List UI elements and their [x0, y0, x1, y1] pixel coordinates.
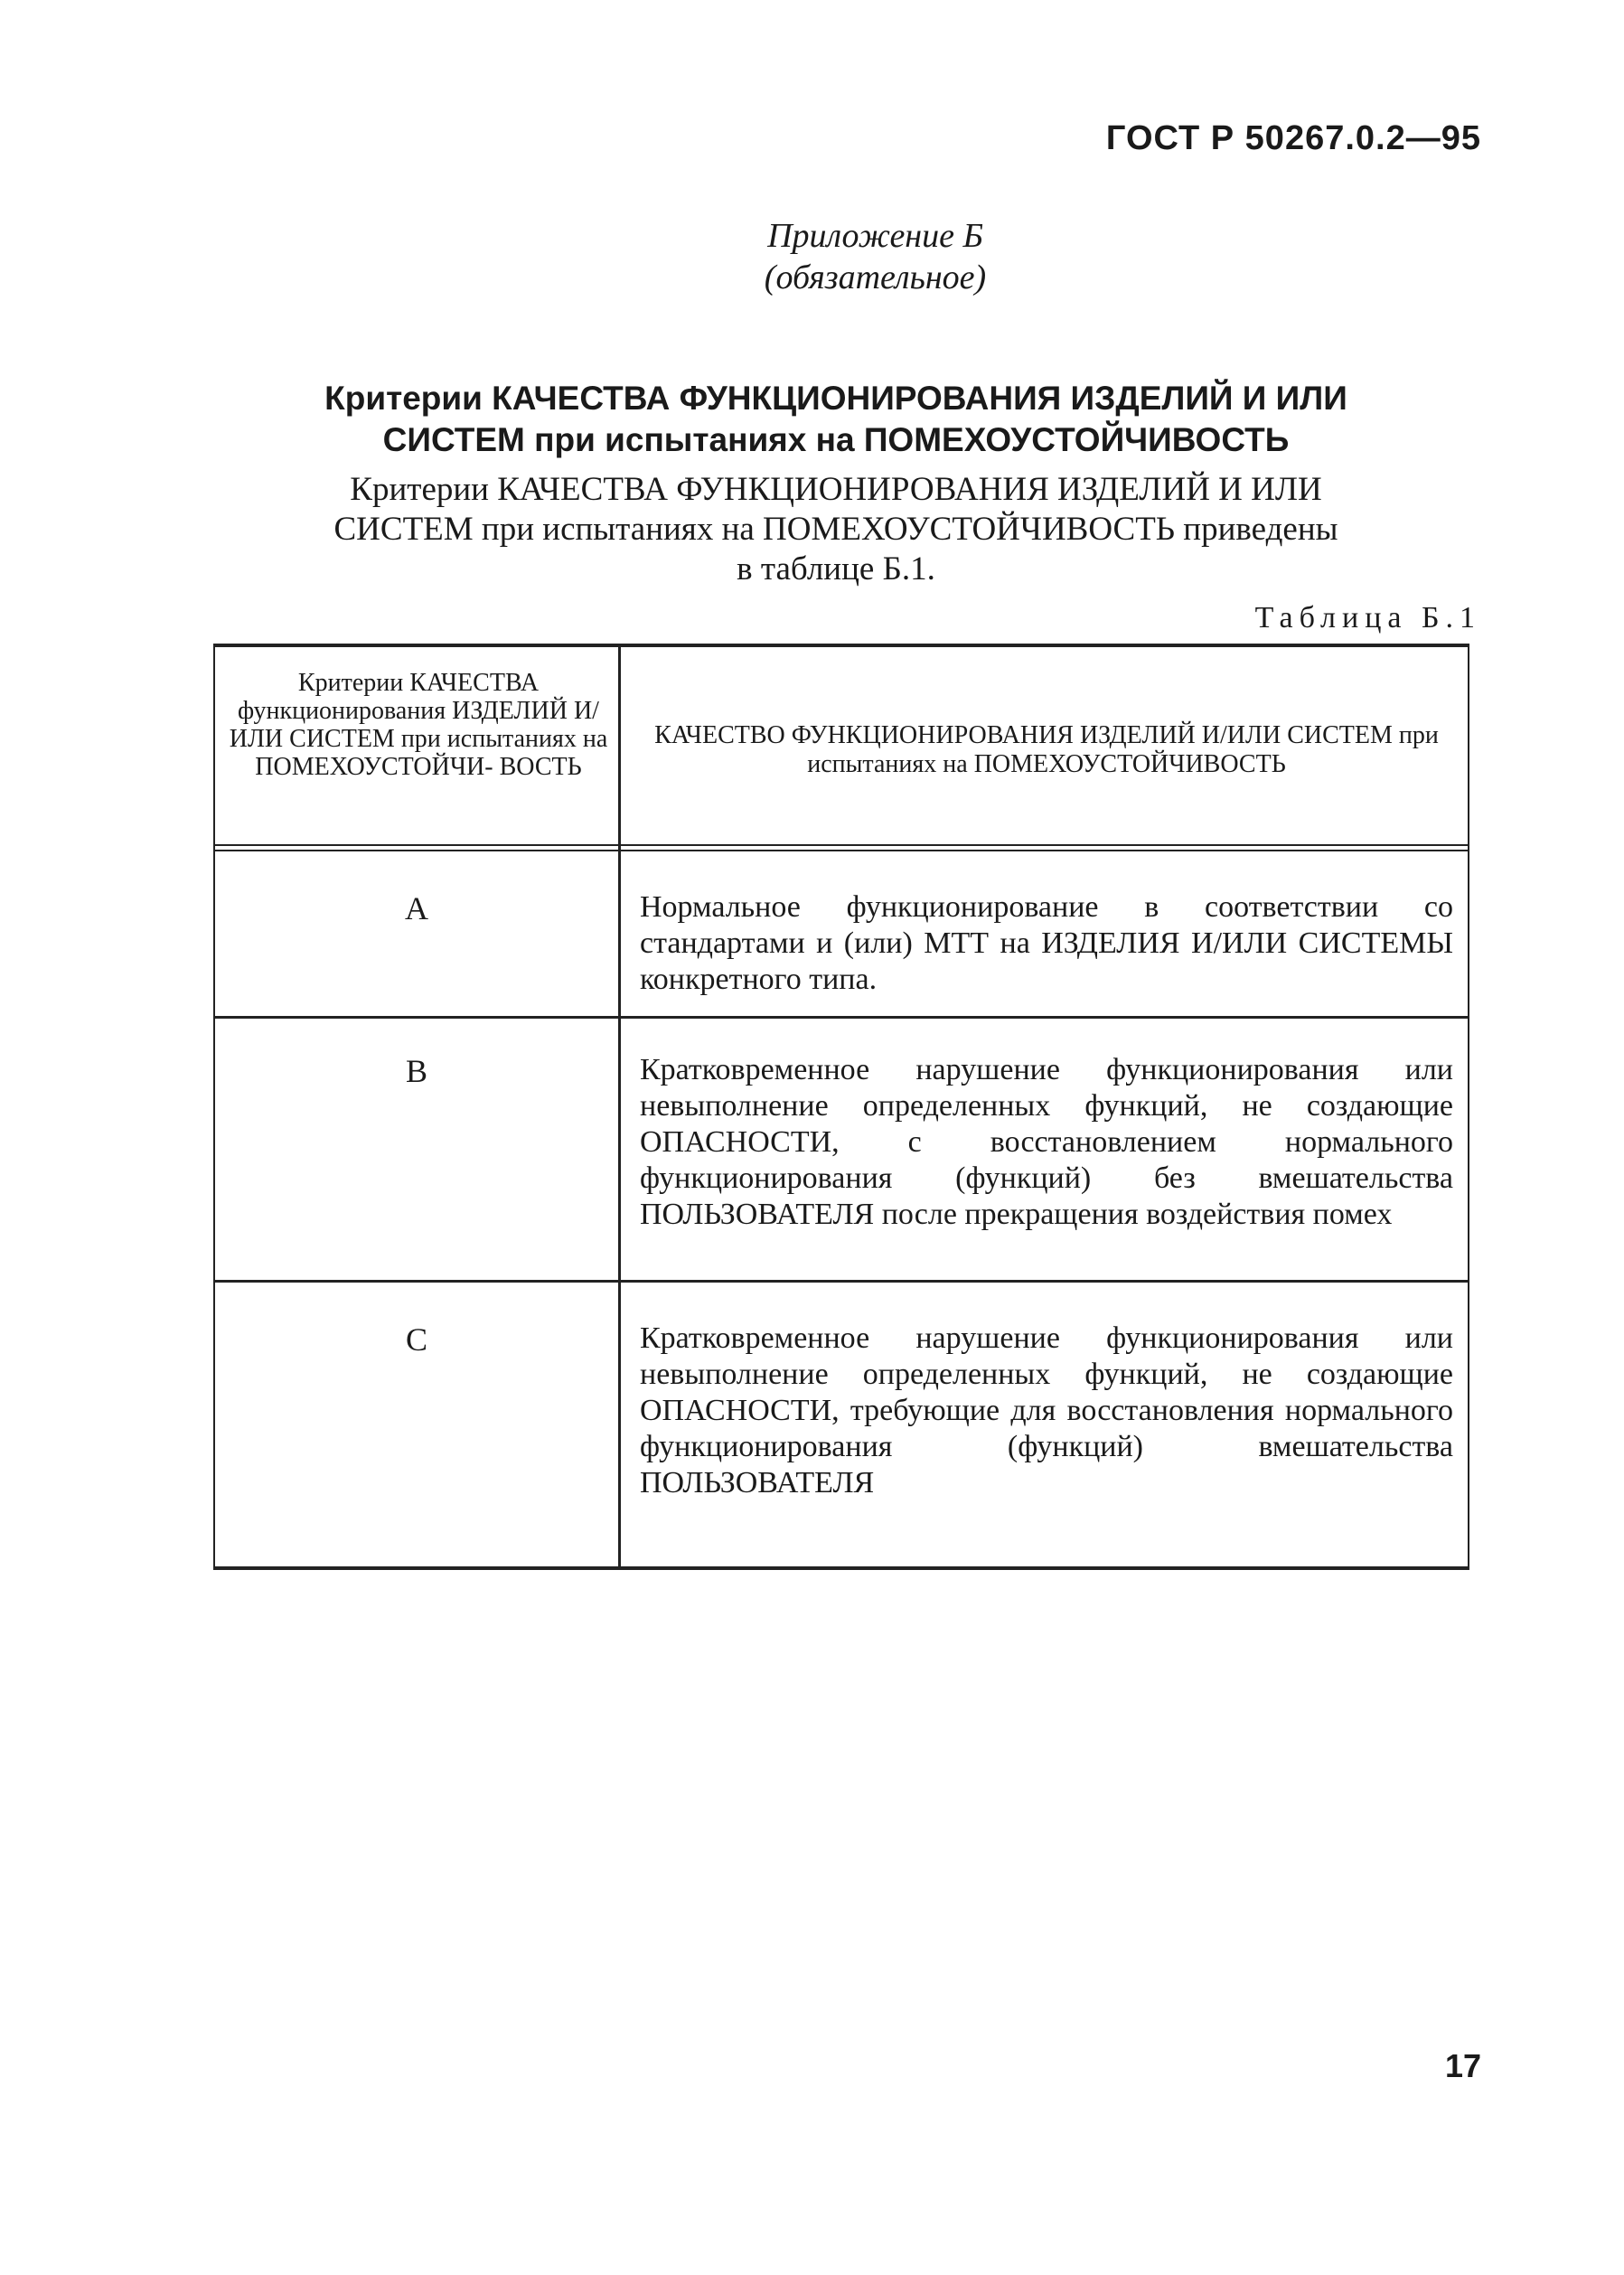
intro-line-2: СИСТЕМ при испытаниях на ПОМЕХОУСТОЙЧИВОСТЬ приведены [333, 511, 1338, 548]
intro-paragraph [226, 470, 1446, 589]
document-code: ГОСТ Р 50267.0.2—95 [1105, 119, 1481, 157]
table-row-label-b: B [405, 1053, 427, 1089]
table-row-text-b: Кратковременное нарушение функционирования или невыполнение определенных функций, не создающие ОПАСНОСТИ, с восстановлением нормального функционирования (функций) без вмешательства ПОЛЬЗОВАТЕЛЯ после прекращения воздействия помех [640, 1053, 1453, 1231]
intro-line-1: Критерии КАЧЕСТВА ФУНКЦИОНИРОВАНИЯ ИЗДЕЛИЙ И ИЛИ [350, 471, 1322, 508]
table-row-label-c: C [405, 1321, 427, 1358]
row-divider-2 [215, 1280, 1468, 1283]
table-header-criteria: Критерии КАЧЕСТВА функционирования ИЗДЕЛИЙ И/ИЛИ СИСТЕМ при испытаниях на ПОМЕХОУСТОЙЧИ- ВОСТЬ [229, 669, 608, 781]
table-header-quality: КАЧЕСТВО ФУНКЦИОНИРОВАНИЯ ИЗДЕЛИЙ И/ИЛИ СИСТЕМ при испытаниях на ПОМЕХОУСТОЙЧИВОСТЬ [654, 721, 1439, 778]
appendix-status: (обязательное) [764, 259, 987, 296]
appendix-title: Приложение Б [767, 217, 983, 255]
criteria-table [213, 644, 1469, 1570]
section-heading [208, 378, 1464, 461]
page-number: 17 [1444, 2047, 1481, 2084]
intro-line-3: в таблице Б.1. [737, 550, 935, 588]
header-divider [215, 844, 1468, 851]
column-divider [618, 647, 621, 1566]
row-divider-1 [215, 1016, 1468, 1019]
table-caption: Таблица Б.1 [1254, 601, 1481, 635]
appendix-label [0, 215, 1624, 298]
section-heading-line-2: СИСТЕМ при испытаниях на ПОМЕХОУСТОЙЧИВОСТЬ [382, 421, 1290, 458]
table-row-text-c: Кратковременное нарушение функционирования или невыполнение определенных функций, не создающие ОПАСНОСТИ, требующие для восстановления нормального функционирования (функций) вмешательства ПОЛЬЗОВАТЕЛЯ [640, 1321, 1453, 1499]
table-row-text-a: Нормальное функционирование в соответствии со стандартами и (или) МТТ на ИЗДЕЛИЯ И/ИЛИ СИСТЕМЫ конкретного типа. [640, 890, 1453, 996]
table-row-label-a: A [405, 890, 428, 926]
section-heading-line-1: Критерии КАЧЕСТВА ФУНКЦИОНИРОВАНИЯ ИЗДЕЛИЙ И ИЛИ [324, 380, 1347, 417]
